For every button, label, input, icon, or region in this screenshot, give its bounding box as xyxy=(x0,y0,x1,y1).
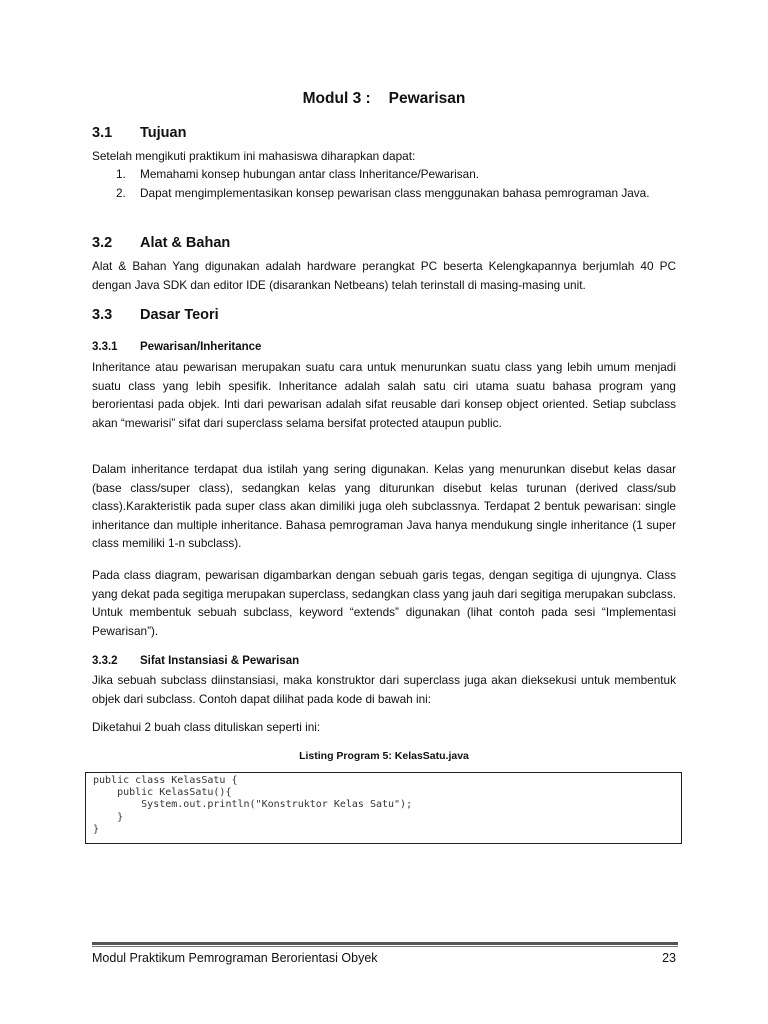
tujuan-list xyxy=(92,165,676,202)
subsection-number: 3.3.2 xyxy=(92,655,118,667)
list-item-number: 2. xyxy=(116,185,126,200)
tujuan-intro: Setelah mengikuti praktikum ini mahasiswa diharapkan dapat: xyxy=(92,149,416,163)
section-number: 3.2 xyxy=(92,235,113,251)
list-item-text: Memahami konsep hubungan antar class Inheritance/Pewarisan. xyxy=(140,167,480,181)
list-item-text: Dapat mengimplementasikan konsep pewarisan class menggunakan bahasa pemrograman Java. xyxy=(140,185,650,200)
list-item xyxy=(92,165,676,184)
section-heading-3-3 xyxy=(92,307,219,323)
module-number: Modul 3 : xyxy=(302,90,371,107)
section-number: 3.3 xyxy=(92,307,113,323)
listing-intro: Diketahui 2 buah class dituliskan seperti ini: xyxy=(92,720,321,734)
footer-rule-thin xyxy=(92,946,678,947)
subsection-title: Pewarisan/Inheritance xyxy=(140,341,262,353)
subsection-title: Sifat Instansiasi & Pewarisan xyxy=(140,655,300,667)
subsection-heading-3-3-1 xyxy=(92,341,261,353)
subsection-number: 3.3.1 xyxy=(92,341,118,353)
inheritance-paragraph-2: Dalam inheritance terdapat dua istilah yang sering digunakan. Kelas yang menurunkan disebut kelas dasar (base class/super class), sedangkan kelas yang diturunkan disebut kelas turunan (derived class/sub class).Karakteristik pada super class akan dimiliki juga oleh subclassnya. Terdapat 2 bentuk pewarisan: single inheritance dan multiple inheritance. Bahasa pemrograman Java hanya mendukung single inheritance (1 super class memiliki 1-n subclass). xyxy=(92,462,676,551)
section-title: Alat & Bahan xyxy=(140,235,231,251)
instansiasi-paragraph: Jika sebuah subclass diinstansiasi, maka konstruktor dari superclass juga akan dieksekusi untuk membentuk objek dari subclass. Contoh dapat dilihat pada kode di bawah ini: xyxy=(92,673,676,706)
section-heading-3-1 xyxy=(92,125,186,141)
section-title: Dasar Teori xyxy=(140,307,219,323)
section-heading-3-2 xyxy=(92,235,230,251)
list-item xyxy=(92,184,676,203)
footer-title: Modul Praktikum Pemrograman Berorientasi Obyek xyxy=(92,951,378,965)
code-listing: public class KelasSatu { public KelasSatu(){ System.out.println("Konstruktor Kelas Satu"); } } xyxy=(85,772,682,844)
list-item-number: 1. xyxy=(116,167,126,181)
subsection-heading-3-3-2 xyxy=(92,655,299,667)
page-title xyxy=(0,90,768,108)
section-title: Tujuan xyxy=(140,125,187,141)
inheritance-paragraph-1: Inheritance atau pewarisan merupakan suatu cara untuk menurunkan suatu class yang lebih umum menjadi suatu class yang lebih spesifik. Inheritance adalah salah satu ciri utama suatu bahasa program yang berorientasi pada objek. Inti dari pewarisan adalah sifat reusable dari konsep object oriented. Setiap subclass akan “mewarisi” sifat dari superclass selama bersifat protected ataupun public. xyxy=(92,360,676,430)
listing-caption: Listing Program 5: KelasSatu.java xyxy=(299,750,469,762)
alat-bahan-paragraph: Alat & Bahan Yang digunakan adalah hardware perangkat PC beserta Kelengkapannya berjumlah 40 PC dengan Java SDK dan editor IDE (disarankan Netbeans) telah terinstall di masing-masing unit. xyxy=(92,259,676,292)
page-number: 23 xyxy=(662,951,676,965)
inheritance-paragraph-3: Pada class diagram, pewarisan digambarkan dengan sebuah garis tegas, dengan segitiga di ujungnya. Class yang dekat pada segitiga merupakan superclass, sedangkan class yang jauh dari segitiga merupakan subclass. Untuk membentuk sebuah subclass, keyword “extends” digunakan (lihat contoh pada sesi “Implementasi Pewarisan”). xyxy=(92,568,676,638)
module-topic: Pewarisan xyxy=(388,90,466,107)
section-number: 3.1 xyxy=(92,125,113,141)
footer-rule xyxy=(92,942,678,945)
